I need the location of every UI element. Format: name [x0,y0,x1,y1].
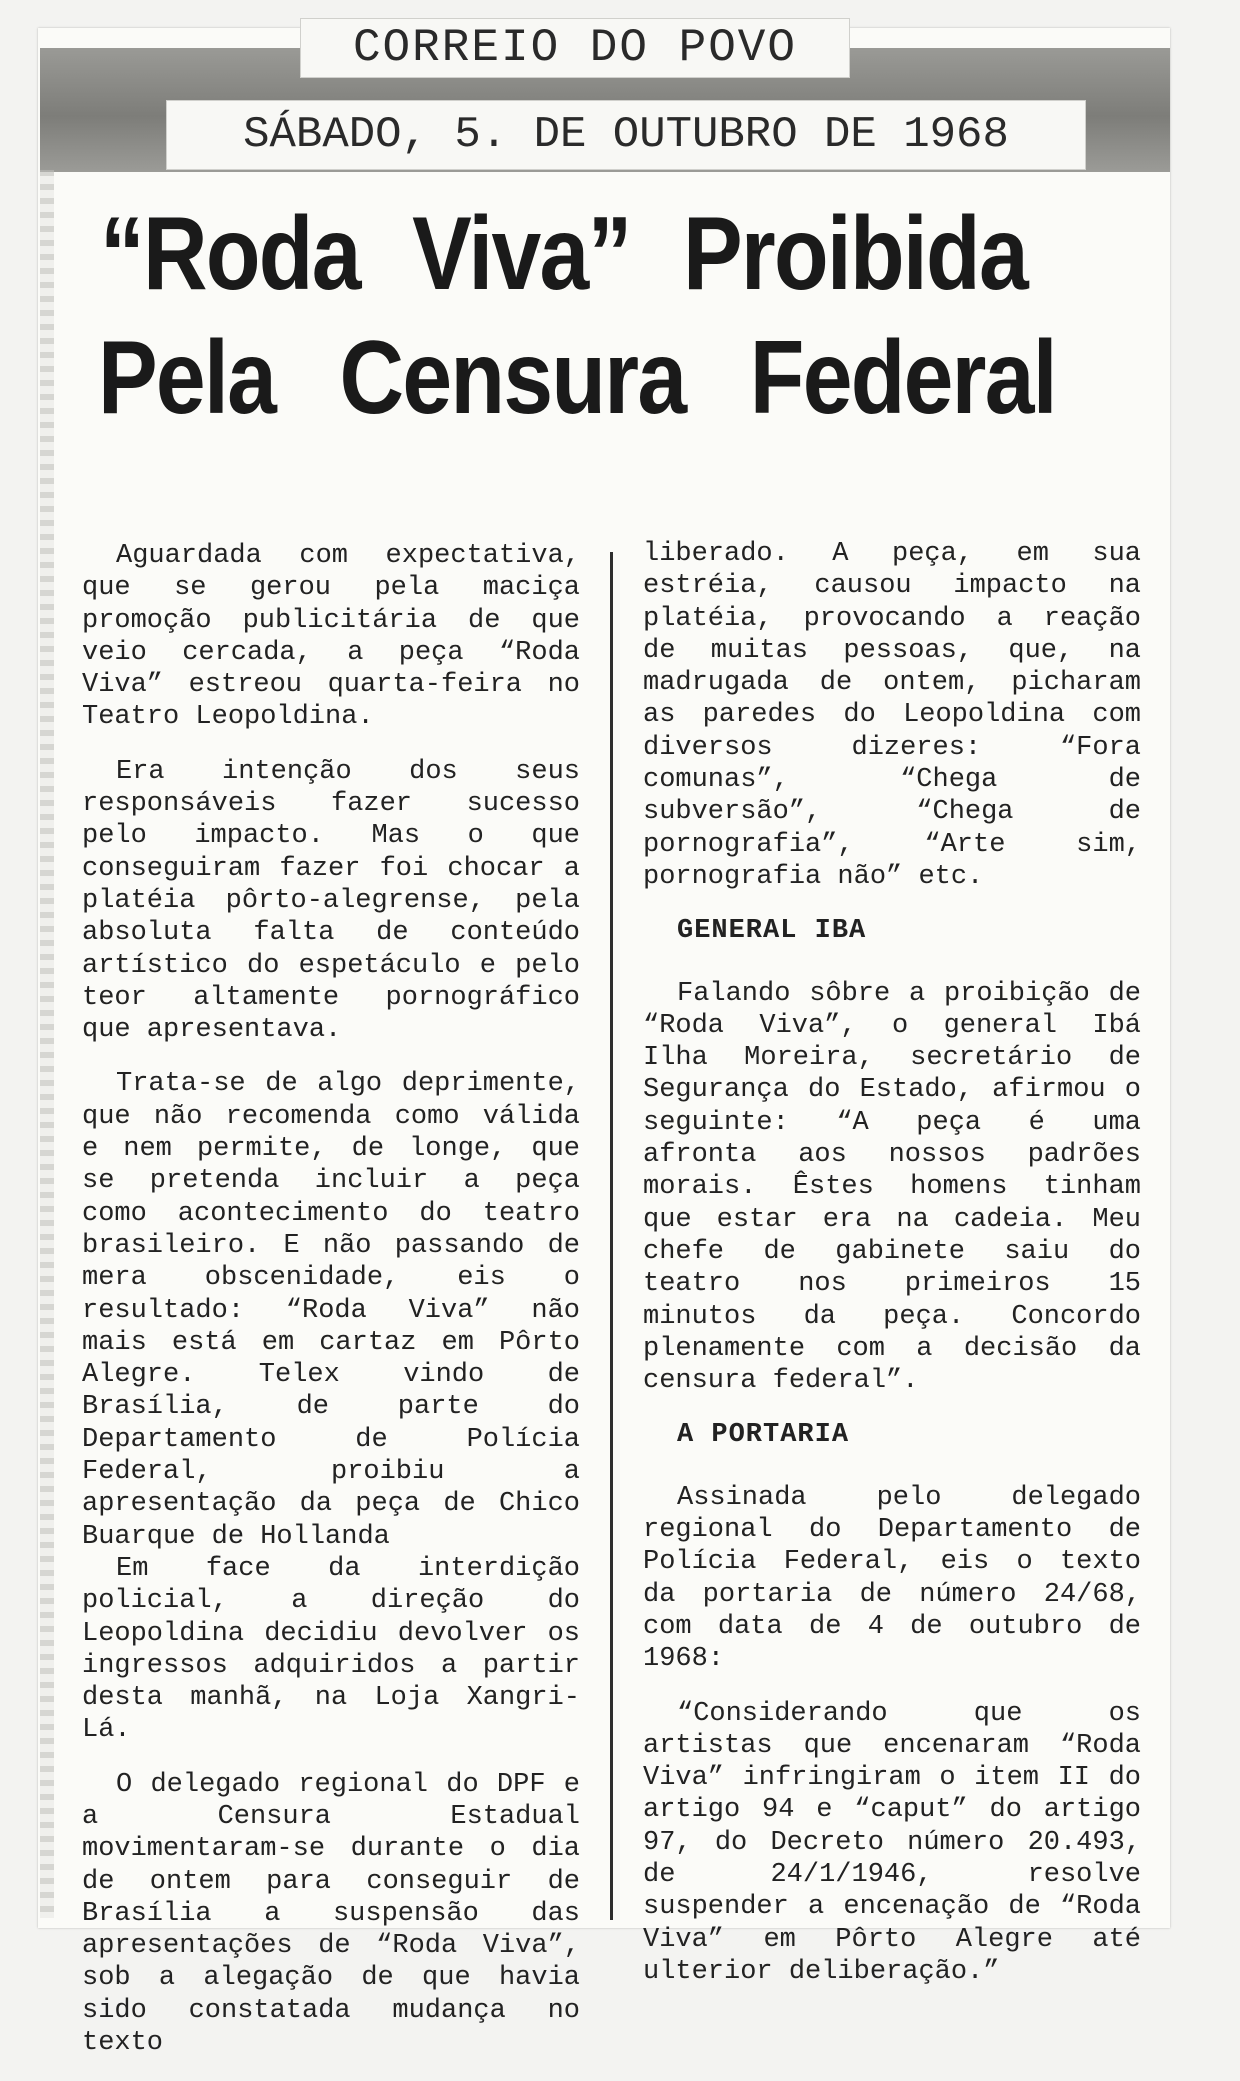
paragraph: liberado. A peça, em sua estréia, causou impacto na platéia, provocando a reação de muitas pessoas, que, na madrugada de ontem, picharam as paredes do Leopoldina com diversos dizeres: “Fora comunas”, “Chega de subversão”, “Chega de pornografia”, “Arte sim, pornografia não” etc. [643,539,1141,892]
paragraph: Aguardada com expectativa, que se gerou pela maciça promoção publicitária de que veio cercada, a peça “Roda Viva” estreou quarta-feira no Teatro Leopoldina. [82,541,580,733]
masthead: CORREIO DO POVO [300,18,850,78]
subhead-a-portaria: A PORTARIA [677,1420,850,1451]
paragraph: Trata-se de algo deprimente, que não recomenda como válida e nem permite, de longe, que se pretenda incluir a peça como acontecimento do teatro brasileiro. E não passando de mera obscenidade, eis o resultado: “Roda Viva” não mais está em cartaz em Pôrto Alegre. Telex vindo de Brasília, de parte do Departamento de Polícia Federal, proibiu a apresentação da peça de Chico Buarque de Hollanda [82,1069,580,1552]
paragraph: O delegado regional do DPF e a Censura Estadual movimentaram-se durante o dia de ontem para conseguir de Brasília a suspensão das apresentações de “Roda Viva”, sob a alegação de que havia sido constatada mudança no texto [82,1769,580,2059]
dateline: SÁBADO, 5. DE OUTUBRO DE 1968 [166,100,1086,170]
paragraph: “Considerando que os artistas que encenaram “Roda Viva” infringiram o item II do artigo 94 e “caput” do artigo 97, do Decreto número 20.493, de 24/1/1946, resolve suspender a encenação de “Roda Viva” em Pôrto Alegre até ulterior deliberação.” [643,1698,1141,1987]
headline-line-2: Pela Censura Federal [98,320,1056,436]
subhead-general-iba: GENERAL IBA [677,916,867,947]
paragraph: Falando sôbre a proibição de “Roda Viva”, o general Ibá Ilha Moreira, secretário de Segurança do Estado, afirmou o seguinte: “A peça é uma afronta aos nossos padrões morais. Êstes homens tinham que estar era na cadeia. Meu chefe de gabinete saiu do teatro nos primeiros 15 minutos da peça. Concordo plenamente com a decisão da censura federal”. [643,978,1141,1397]
paragraph: Em face da interdição policial, a direção do Leopoldina decidiu devolver os ingressos adquiridos a partir desta manhã, na Loja Xangri-Lá. [82,1553,580,1746]
headline [60,192,1170,440]
headline-line-1: “Roda Viva” Proibida [100,196,1027,312]
scan-edge [40,170,54,1918]
paragraph: Assinada pelo delegado regional do Departamento de Polícia Federal, eis o texto da portaria de número 24/68, com data de 4 de outubro de 1968: [643,1482,1141,1675]
left-column [82,540,580,2081]
paragraph: Era intenção dos seus responsáveis fazer sucesso pelo impacto. Mas o que conseguiram fazer foi chocar a platéia pôrto-alegrense, pela absoluta falta de conteúdo artístico do espetáculo e pelo teor altamente pornográfico que apresentava. [82,756,580,1046]
right-column [643,538,1141,2010]
column-rule [610,552,613,1920]
